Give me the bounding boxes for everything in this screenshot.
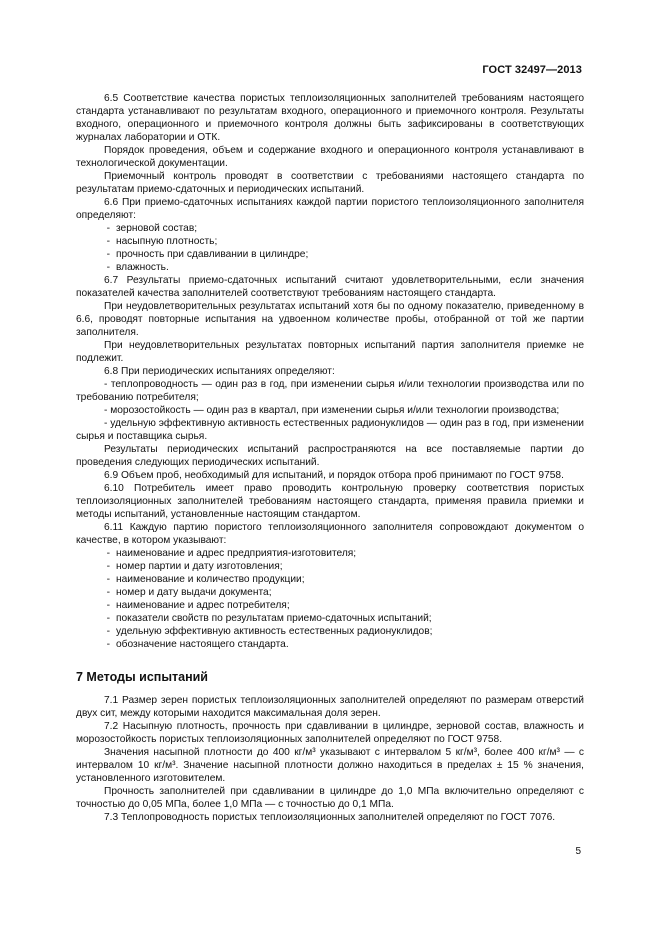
list-item: - обозначение настоящего стандарта. <box>106 639 289 650</box>
section-title: 7 Методы испытаний <box>76 670 208 684</box>
document-code: ГОСТ 32497—2013 <box>482 64 582 76</box>
paragraph: 6.11 Каждую партию пористого теплоизоляционного заполнителя сопровождают документом о качестве, в котором указывают: <box>76 522 584 546</box>
list-item: - удельную эффективную активность естественных радионуклидов — один раз в год, при изменении сырья и поставщика сырья. <box>76 418 584 442</box>
paragraph: 6.10 Потребитель имеет право проводить контрольную проверку соответствия пористых теплоизоляционных заполнителей требованиям настоящего стандарта, применяя правила приемки и методы испытаний, установленные настоящим стандартом. <box>76 483 584 520</box>
list-item: - теплопроводность — один раз в год, при изменении сырья и/или технологии производства или по требованию потребителя; <box>76 379 584 403</box>
list-item: - удельную эффективную активность естественных радионуклидов; <box>106 626 433 637</box>
list-item: - наименование и адрес потребителя; <box>106 600 290 611</box>
paragraph: 7.3 Теплопроводность пористых теплоизоляционных заполнителей определяют по ГОСТ 7076. <box>104 812 556 823</box>
list-item: - влажность. <box>106 262 169 273</box>
paragraph: 6.7 Результаты приемо-сдаточных испытаний считают удовлетворительными, если значения показателей качества заполнителей соответствуют требованиям настоящего стандарта. <box>76 275 584 299</box>
list-item: - прочность при сдавливании в цилиндре; <box>106 249 309 260</box>
paragraph: Результаты периодических испытаний распространяются на все поставляемые партии до проведения следующих периодических испытаний. <box>76 444 584 468</box>
list-item: - наименование и адрес предприятия-изготовителя; <box>106 548 357 559</box>
list-item: - насыпную плотность; <box>106 236 218 247</box>
paragraph: 6.6 При приемо-сдаточных испытаниях каждой партии пористого теплоизоляционного заполнителя определяют: <box>76 197 584 221</box>
list-item: - показатели свойств по результатам приемо-сдаточных испытаний; <box>106 613 432 624</box>
page-number: 5 <box>575 846 581 857</box>
paragraph: Значения насыпной плотности до 400 кг/м³ указывают с интервалом 5 кг/м³, более 400 кг/м³ — с интервалом 10 кг/м³. Значение насыпной плотности должно находиться в пределах ± 15 % значения, установленного изготовителем. <box>76 747 584 784</box>
paragraph: Приемочный контроль проводят в соответствии с требованиями настоящего стандарта по результатам приемо-сдаточных и периодических испытаний. <box>76 171 584 195</box>
paragraph: Прочность заполнителей при сдавливании в цилиндре до 1,0 МПа включительно определяют с точностью до 0,05 МПа, более 1,0 МПа — с точностью до 0,1 МПа. <box>76 786 584 810</box>
paragraph: 6.5 Соответствие качества пористых теплоизоляционных заполнителей требованиям настоящего стандарта устанавливают по результатам входного, операционного и приемочного контроля. Результаты входного, операционного и приемочного контроля должны быть зафиксированы в соответствующих журналах лаборатории и ОТК. <box>76 93 584 143</box>
paragraph: При неудовлетворительных результатах испытаний хотя бы по одному показателю, приведенному в 6.6, проводят повторные испытания на удвоенном количестве пробы, отобранной от той же партии заполнителя. <box>76 301 584 338</box>
list-item: - наименование и количество продукции; <box>106 574 305 585</box>
paragraph: Порядок проведения, объем и содержание входного и операционного контроля устанавливают в технологической документации. <box>76 145 584 169</box>
list-item: - зерновой состав; <box>106 223 198 234</box>
list-item: - номер и дату выдачи документа; <box>106 587 272 598</box>
document-body <box>76 92 584 824</box>
list-item: - морозостойкость — один раз в квартал, при изменении сырья и/или технологии производства; <box>104 405 560 416</box>
paragraph: 6.8 При периодических испытаниях определяют: <box>104 366 335 377</box>
list-item: - номер партии и дату изготовления; <box>106 561 283 572</box>
paragraph: 6.9 Объем проб, необходимый для испытаний, и порядок отбора проб принимают по ГОСТ 9758. <box>104 470 564 481</box>
paragraph: 7.2 Насыпную плотность, прочность при сдавливании в цилиндре, зерновой состав, влажность и морозостойкость пористых теплоизоляционных заполнителей определяют по ГОСТ 9758. <box>76 721 584 745</box>
paragraph: При неудовлетворительных результатах повторных испытаний партия заполнителя приемке не подлежит. <box>76 340 584 364</box>
paragraph: 7.1 Размер зерен пористых теплоизоляционных заполнителей определяют по размерам отверстий двух сит, между которыми находится максимальная доля зерен. <box>76 695 584 719</box>
